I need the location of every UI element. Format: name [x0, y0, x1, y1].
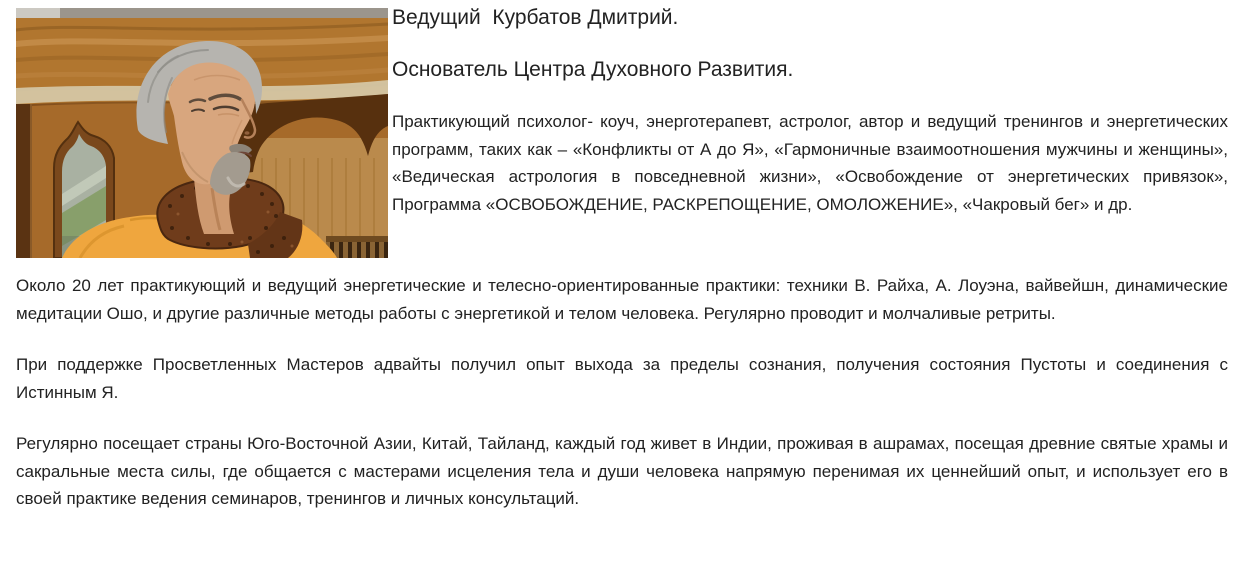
portrait-photo [16, 8, 388, 258]
slatted-rail [326, 236, 388, 258]
page-title: Ведущий Курбатов Дмитрий. [392, 6, 679, 29]
photo-top-strip [16, 8, 388, 18]
page-subtitle: Основатель Центра Духовного Развития. [392, 58, 794, 81]
cabinet-post [16, 104, 30, 258]
body-paragraph-masters: При поддержке Просветленных Мастеров адвайты получил опыт выхода за пределы сознания, получения состояния Пустоты и соединения с Истинным Я. [16, 355, 1228, 402]
body-paragraph-travel: Регулярно посещает страны Юго-Восточной Азии, Китай, Тайланд, каждый год живет в Индии, проживая в ашрамах, посещая древние святые храмы и сакральные места силы, где общается с мастерами исцеления тела и души человека напрямую перенимая их ценнейший опыт, и использует его в своей практике ведения семинаров, тренингов и личных консультаций. [16, 434, 1228, 508]
body-paragraph-practices: Около 20 лет практикующий и ведущий энергетические и телесно-ориентированные практики: техники В. Райха, А. Лоуэна, вайвейшн, динамические медитации Ошо, и другие различные методы работы с энергетикой и телом человека. Регулярно проводит и молчаливые ретриты. [16, 276, 1228, 323]
intro-paragraph: Практикующий психолог- коуч, энерготерапевт, астролог, автор и ведущий тренингов и энергетических программ, таких как – «Конфликты от А до Я», «Гармоничные взаимоотношения мужчины и женщины», «Ведическая астрология в повседневной жизни», «Освобождение от энергетических привязок», Программа «ОСВОБОЖДЕНИЕ, РАСКРЕПОЩЕНИЕ, ОМОЛОЖЕНИЕ», «Чакровый бег» и др. [392, 112, 1228, 214]
